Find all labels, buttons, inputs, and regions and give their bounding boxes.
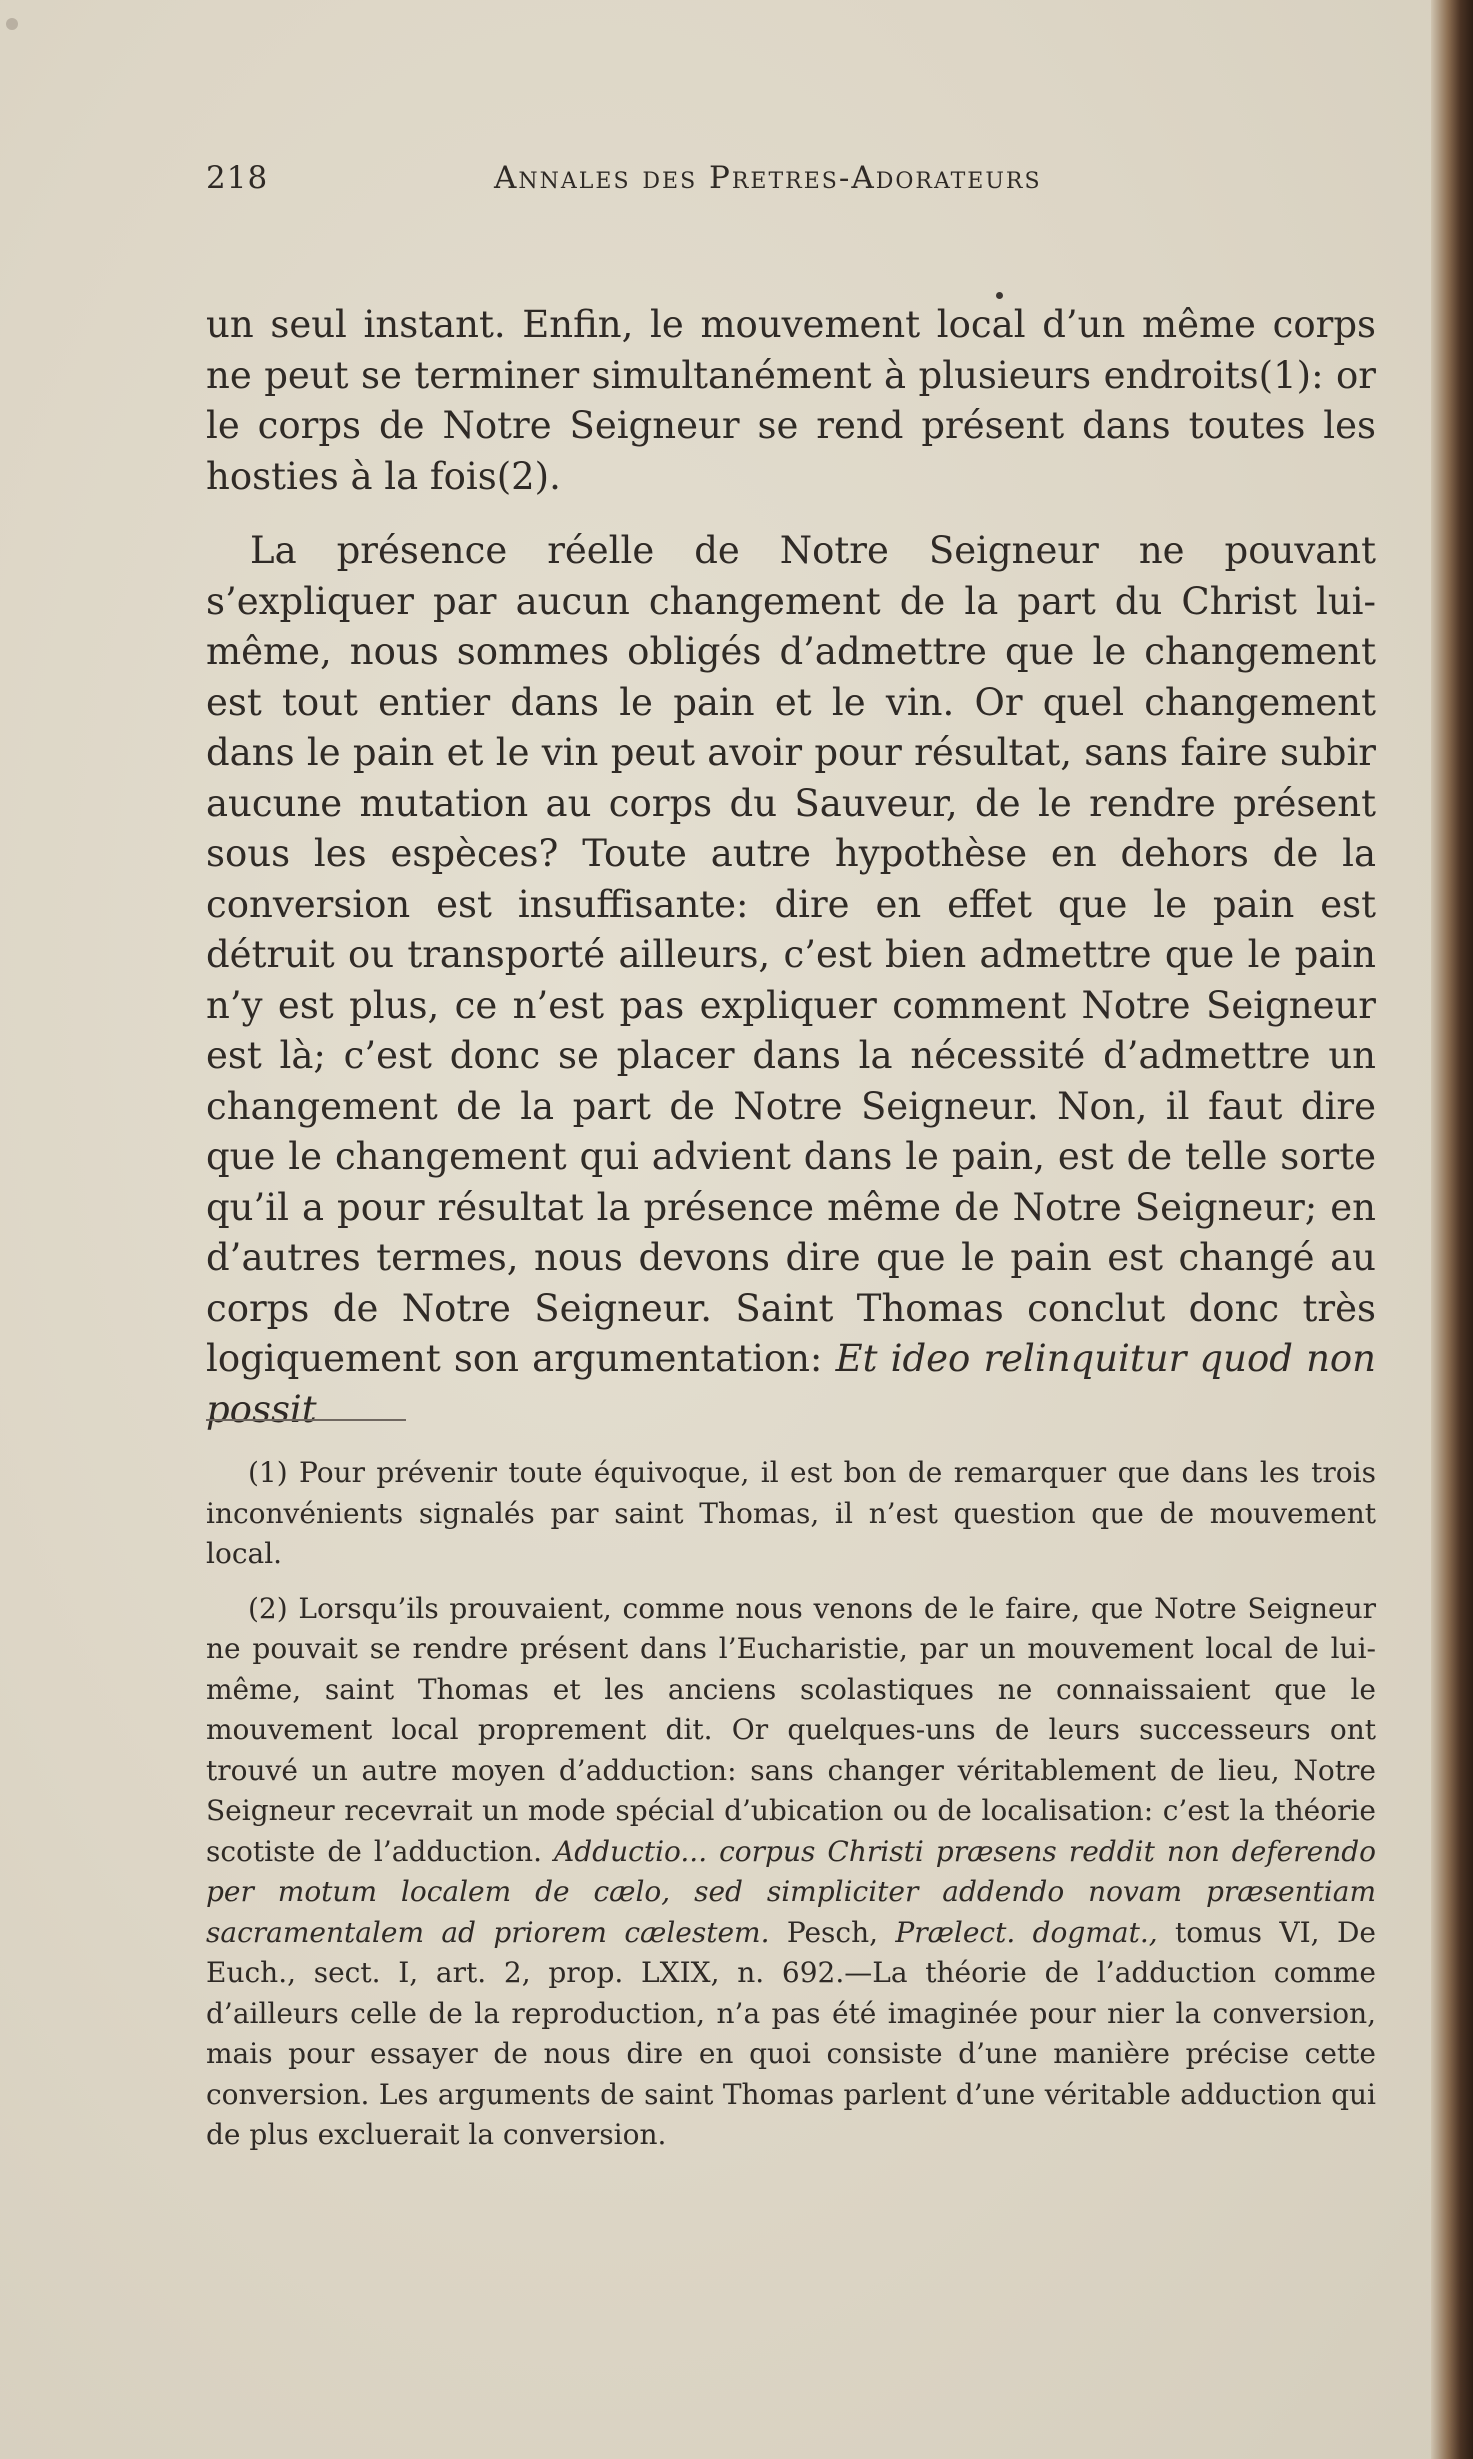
footnote-2-citation-author: Pesch, (786, 1915, 878, 1949)
footnote-separator (206, 1419, 406, 1421)
paper-speck (6, 18, 18, 30)
footnote-2-latin: Adductio... corpus Christi præsens reddit non deferendo per motum localem de cælo, sed simpliciter addendo novam præsentiam sacramentalem ad priorem cælestem. (206, 1834, 1377, 1949)
paragraph-2 (206, 526, 1376, 1435)
footnote-2-continuation: tomus VI, De Euch., sect. I, art. 2, prop. LXIX, n. 692.—La théorie de l’adduction comme d’ailleurs celle de la reproduction, n’a pas été imaginée pour nier la conversion, mais pour essayer de nous dire en quoi consiste d’une manière précise cette conversion. Les arguments de saint Thomas parlent d’une véritable adduction qui de plus excluerait la conversion. (206, 1915, 1376, 2151)
paragraph-2-text: La présence réelle de Notre Seigneur ne pouvant s’expliquer par aucun changement de la part du Christ lui-même, nous sommes obligés d’admettre que le changement est tout entier dans le pain et le vin. Or quel changement dans le pain et le vin peut avoir pour résultat, sans faire subir aucune mutation au corps du Sauveur, de le rendre présent sous les espèces? Toute autre hypothèse en dehors de la conversion est insuffisante: dire en effet que le pain est détruit ou transporté ailleurs, c’est bien admettre que le pain n’y est plus, ce n’est pas expliquer comment Notre Seigneur est là; c’est donc se placer dans la nécessité d’admettre un changement de la part de Notre Seigneur. Non, il faut dire que le changement qui advient dans le pain, est de telle sorte qu’il a pour résultat la présence même de Notre Seigneur; en d’autres termes, nous devons dire que le pain est changé au corps de Notre Seigneur. Saint Thomas conclut donc très logiquement son argumentation: (206, 529, 1376, 1380)
latin-quotation: Et ideo relinquitur quod non possit (206, 1337, 1377, 1431)
footnote-2-citation-work: Prælect. dogmat., (895, 1915, 1158, 1949)
main-text (206, 300, 1376, 1435)
footnote-2-text: (2) Lorsqu’ils prouvaient, comme nous venons de le faire, que Notre Seigneur ne pouvait se rendre présent dans l’Eucharistie, par un mouvement local de lui-même, saint Thomas et les anciens scolastiques ne connaissaient que le mouvement local proprement dit. Or quelques-uns de leurs successeurs ont trouvé un autre moyen d’adduction: sans changer véritablement de lieu, Notre Seigneur recevrait un mode spécial d’ubication ou de localisation: c’est la théorie scotiste de l’adduction. (206, 1591, 1376, 1868)
footnote-1: (1) Pour prévenir toute équivoque, il est bon de remarquer que dans les trois inconvénients signalés par saint Thomas, il n’est question que de mouvement local. (206, 1456, 1376, 1570)
page-number: 218 (206, 160, 269, 196)
binding-edge (1431, 0, 1473, 2459)
footnote-2 (206, 1589, 1376, 2156)
footnotes (206, 1453, 1376, 2156)
paragraph-1: un seul instant. Enfin, le mouvement local d’un même corps ne peut se terminer simultanément à plusieurs endroits(1): or le corps de Notre Seigneur se rend présent dans toutes les hosties à la fois(2). (206, 303, 1376, 498)
running-title: Annales des Pretres-Adorateurs (494, 160, 1042, 196)
paper-speck (996, 292, 1003, 299)
running-head (206, 160, 1376, 204)
